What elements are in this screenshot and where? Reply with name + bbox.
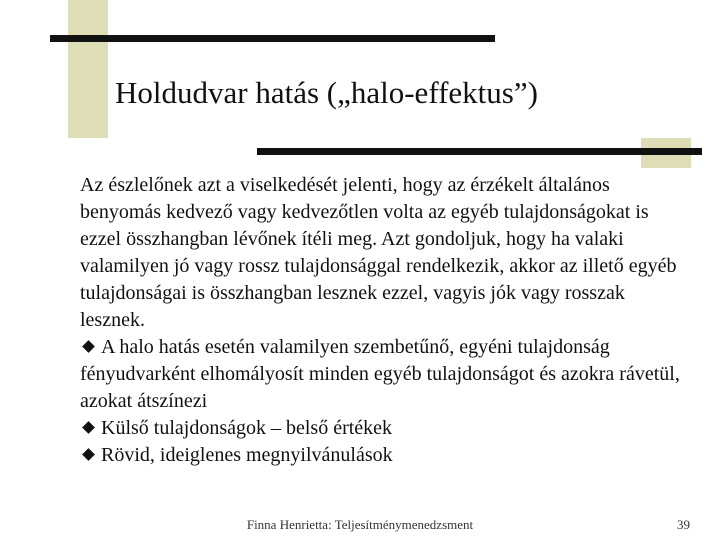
- diamond-bullet-icon: [82, 449, 95, 462]
- bullet-item: [80, 415, 680, 442]
- slide-body: [80, 172, 680, 469]
- decorative-bar-top: [50, 35, 495, 42]
- intro-paragraph: Az észlelőnek azt a viselkedését jelenti, hogy az érzékelt általános benyomás kedvező vagy kedvezőtlen volta az egyéb tulajdonságokat is ezzel összhangban lévőnek ítéli meg. Azt gondoljuk, hogy ha valaki valamilyen jó vagy rossz tulajdonsággal rendelkezik, akkor az illető egyéb tulajdonságai is összhangban lesznek ezzel, vagyis jók vagy rosszak lesznek.: [80, 174, 677, 331]
- bullet-item: [80, 442, 680, 469]
- diamond-bullet-icon: [82, 422, 95, 435]
- bullet-text: Külső tulajdonságok – belső értékek: [101, 417, 393, 439]
- diamond-bullet-icon: [82, 341, 95, 354]
- bullet-item: [80, 334, 680, 415]
- bullet-text: Rövid, ideiglenes megnyilvánulások: [101, 444, 393, 466]
- slide-title: Holdudvar hatás („halo-effektus”): [115, 75, 538, 110]
- decorative-square-top: [68, 0, 108, 138]
- bullet-text: A halo hatás esetén valamilyen szembetűnő, egyéni tulajdonság fényudvarként elhomályosít minden egyéb tulajdonságot és azokra rávetül, azokat átszínezi: [80, 336, 680, 412]
- page-number: 39: [677, 517, 690, 532]
- slide-footer: Finna Henrietta: Teljesítménymenedzsment: [246, 517, 474, 532]
- decorative-bar-right: [257, 148, 702, 155]
